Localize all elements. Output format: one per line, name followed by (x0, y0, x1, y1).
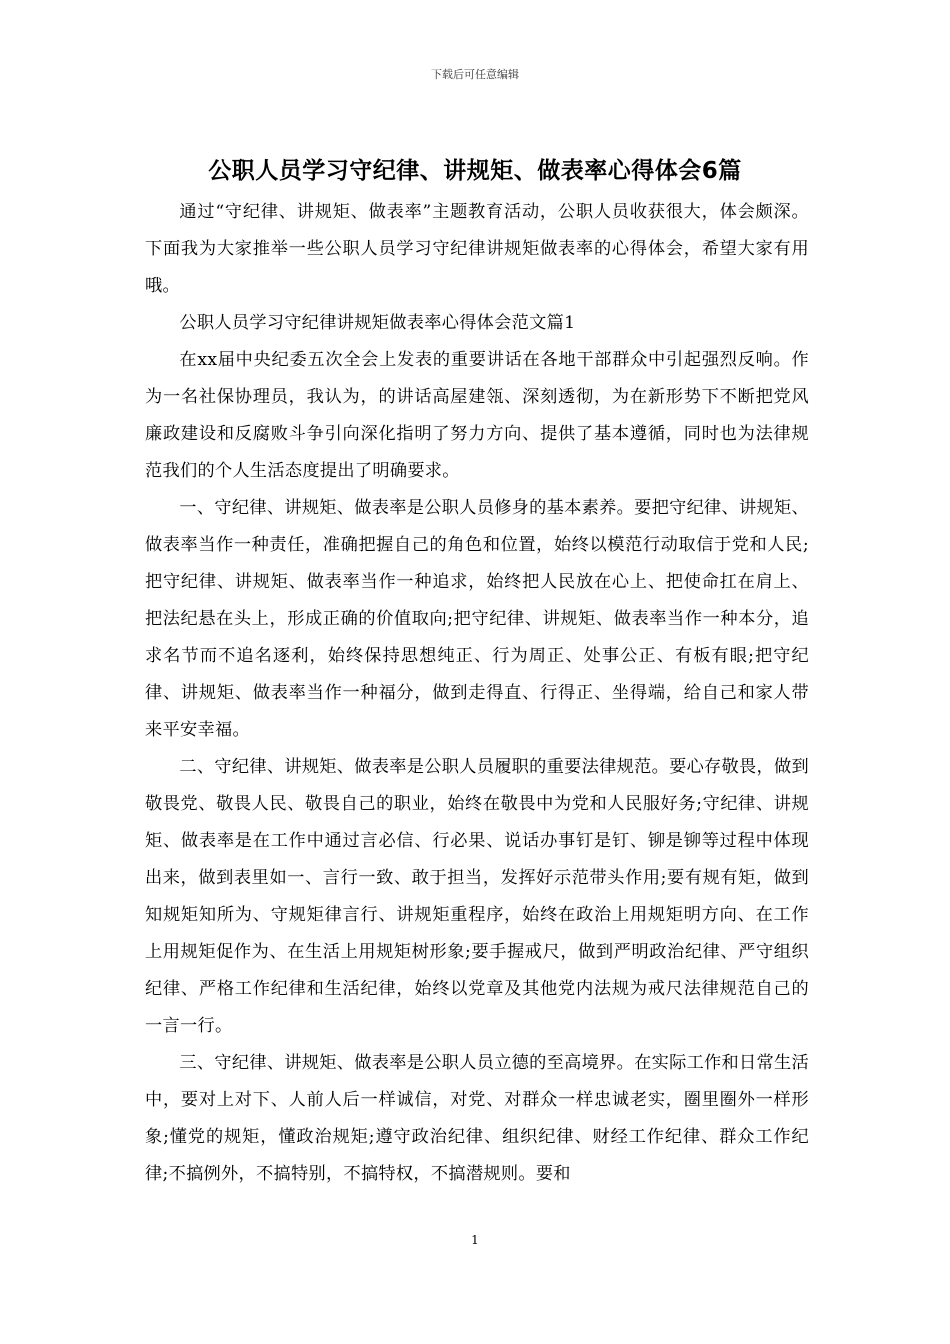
document-title: 公职人员学习守纪律、讲规矩、做表率心得体会6篇 (208, 158, 742, 184)
body-paragraph: 二、守纪律、讲规矩、做表率是公职人员履职的重要法律规范。要心存敬畏，做到敬畏党、敬畏人民、敬畏自己的职业，始终在敬畏中为党和人民服好务;守纪律、讲规矩、做表率是在工作中通过言必信、行必果、说话办事钉是钉、铆是铆等过程中体现出来，做到表里如一、言行一致、敢于担当，发挥好示范带头作用;要有规有矩，做到知规矩知所为、守规矩律言行、讲规矩重程序，始终在政治上用规矩明方向、在工作上用规矩促作为、在生活上用规矩树形象;要手握戒尺，做到严明政治纪律、严守组织纪律、严格工作纪律和生活纪律，始终以党章及其他党内法规为戒尺法律规范自己的一言一行。 (145, 757, 809, 1036)
intro-paragraph: 通过“守纪律、讲规矩、做表率”主题教育活动，公职人员收获很大，体会颇深。下面我为大家推举一些公职人员学习守纪律讲规矩做表率的心得体会，希望大家有用哦。 (145, 202, 809, 296)
body-paragraph: 在xx届中央纪委五次全会上发表的重要讲话在各地干部群众中引起强烈反响。作为一名社保协理员，我认为，的讲话高屋建瓴、深刻透彻，为在新形势下不断把党风廉政建设和反腐败斗争引向深化指明了努力方向、提供了基本遵循，同时也为法律规范我们的个人生活态度提出了明确要求。 (145, 350, 809, 481)
page-header-note: 下载后可任意编辑 (431, 68, 519, 81)
document-body (145, 194, 809, 1193)
section-heading: 公职人员学习守纪律讲规矩做表率心得体会范文篇1 (179, 313, 576, 333)
page-number: 1 (471, 1233, 479, 1247)
body-paragraph: 一、守纪律、讲规矩、做表率是公职人员修身的基本素养。要把守纪律、讲规矩、做表率当作一种责任，准确把握自己的角色和位置，始终以模范行动取信于党和人民;把守纪律、讲规矩、做表率当作一种追求，始终把人民放在心上、把使命扛在肩上、把法纪悬在头上，形成正确的价值取向;把守纪律、讲规矩、做表率当作一种本分，追求名节而不追名逐利，始终保持思想纯正、行为周正、处事公正、有板有眼;把守纪律、讲规矩、做表率当作一种福分，做到走得直、行得正、坐得端，给自己和家人带来平安幸福。 (145, 498, 809, 740)
body-paragraph: 三、守纪律、讲规矩、做表率是公职人员立德的至高境界。在实际工作和日常生活中，要对上对下、人前人后一样诚信，对党、对群众一样忠诚老实，圈里圈外一样形象;懂党的规矩，懂政治规矩;遵守政治纪律、组织纪律、财经工作纪律、群众工作纪律;不搞例外，不搞特别，不搞特权，不搞潜规则。要和 (145, 1053, 809, 1184)
